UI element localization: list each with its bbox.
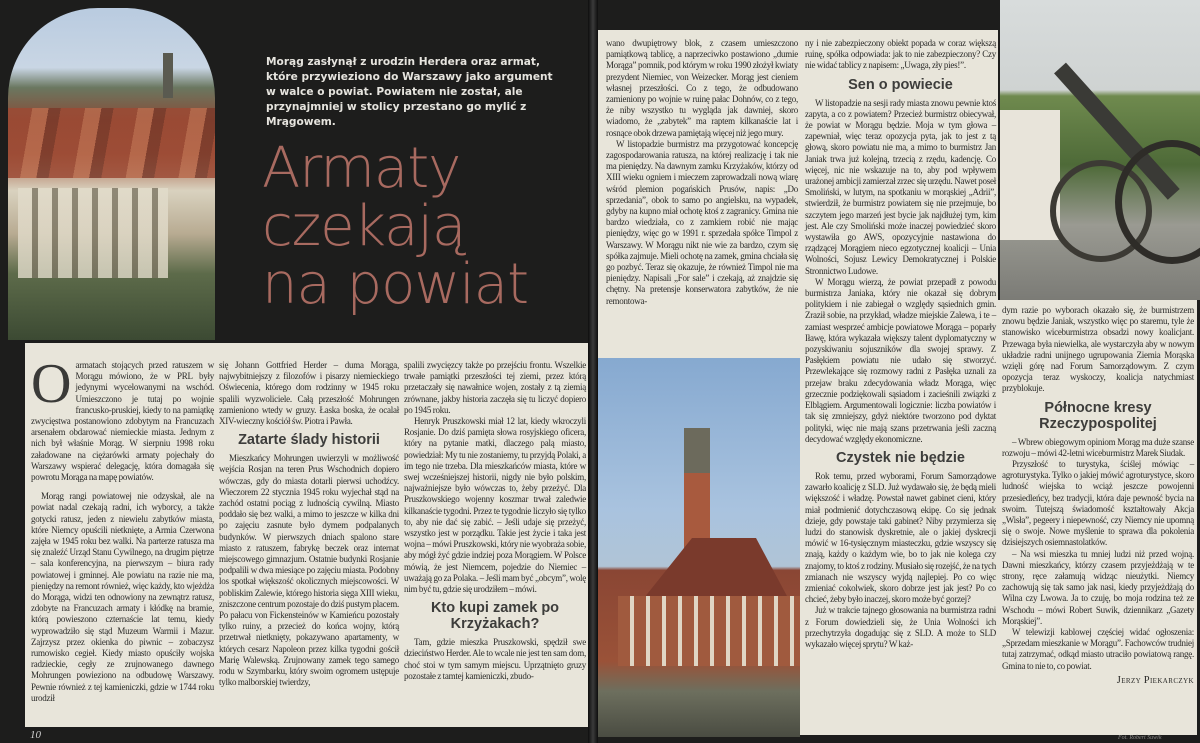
- title-line: czekają: [262, 194, 466, 259]
- paragraph: Przyszłość to turystyka, ściślej mówiąc – agroturystyka. Tylko o jakiej mówić agroturystyce, skoro ludność wiejska to wciąż jeszcze powojenni przesiedleńcy, bez tradycji, która daje pewność bycia na swoim. Tutejszą świadomość kształtowały Akcja „Wisła”, pegeery i niepewność, czy Niemcy nie upomną się o swoje. Nowe myślenie to sprawa dla pokolenia dzisiejszych osiemnastolatków.: [1002, 459, 1194, 548]
- title-line: Armaty: [262, 136, 461, 201]
- paragraph: Henryk Pruszkowski miał 12 lat, kiedy wkroczyli Rosjanie. Do dziś pamięta słowa rosyjskiego oficera, który na pytanie matki, dlaczego palą miasto, powiedział: My tu nie zostaniemy, tu przyjdą Polaki, a im tego nie trzeba. Dla mieszkańców miasta, które w swej wcześniejszej historii, nigdy nie było polskim, najważniejsze było wówczas to, żeby przeżyć. Dla Pruszkowskiego wojenny koszmar trwał zaledwie kilkanaście tygodni. Przez te tygodnie liczyło się tylko to, aby nie dać się zabić. – Jeśli udaje się przeżyć, wszystko jest w porządku. Takie jest życie i taka jest wojna – mówi Pruszkowski, który nie wyobraża sobie, aby mógł żyć gdzie indziej poza Morągiem. W Polsce mówią, że jest Niemcem, pojedzie do Niemiec – uważają go za Polaka. – Jeśli mam być „obcym”, wolę nim być tu, gdzie się urodziłem – mówi.: [404, 416, 586, 595]
- title-line: na powiat: [262, 252, 529, 317]
- paragraph: W listopadzie na sesji rady miasta znowu pewnie ktoś zapyta, a co z powiatem? Przecież burmistrz obiecywał, że powiat w Morągu będzie. Moja w tym głowa – zapewniał, więc teraz opozycja pyta, jak to jest z tą głową, skoro powiatu nie ma, a mimo to burmistrz Jan Janiak trwa już kolejną, trzecią z rzędu, kadencję. Co więcej, nic nie wskazuje na to, aby pod wpływem urażonej ambicji zamierzał zrzec się urzędu. Nawet poseł Smoliński, w lutym, na spotkaniu w morąskiej „Adrii”, stwierdził, że burmistrz powiatem się nie przejmuje, bo szczytem jego marzeń jest bycie jak najdłużej tym, kim jest. Ale czy Smoliński może inaczej powiedzieć skoro wystawiła go AWS, opozycyjnie nastawiona do rządzącej Morągiem nieco egzotycznej koalicji – Unia Wolności, Sojusz Lewicy Demokratycznej i Polskie Stronnictwo Ludowe.: [805, 97, 996, 276]
- page-number: 10: [30, 729, 41, 741]
- paragraph: – Wbrew obiegowym opiniom Morąg ma duże szanse rozwoju – mówi 42-letni wiceburmistrz Marek Siudak.: [1002, 436, 1194, 458]
- paragraph: Mieszkańcy Mohrungen uwierzyli w możliwość wejścia Rosjan na teren Prus Wschodnich dopiero wówczas, gdy do miasta dotarli pierwsi uchodźcy. Wieczorem 22 stycznia 1945 roku wyjechał stąd na zachód ostatni pociąg z ludnością cywilną. Miasto poddało się bez walki, a mimo to jeszcze w kilka dni po zajęciu zasnute było dymem podpalanych budynków. W pierwszych dniach spalono stare miasto z ratuszem, fabrykę beczek oraz internat miejscowego gimnazjum. Ostatnie budynki Rosjanie podpalili w dwa miesiące po zajęciu miasta. Podobny los spotkał większość okolicznych miejscowości. W pobliskim Zalewie, którego historia sięga XIII wieku, zniszczone centrum pozostaje do dziś pustym placem. Po pałacu von Fickensteinów w Kamieńcu pozostały tylko ruiny, a przecież do końca wojny, którą przetrwał nietknięty, pokazywano apartamenty, w których cesarz Napoleon przez kilka tygodni gościł Marię Walewską. Zrujnowany zamek tego samego rodu w Szymbarku, który swoim ogromem ustępuje tylko malborskiej twierdzy,: [219, 453, 399, 688]
- paragraph: spalili zwycięzcy także po przejściu frontu. Wszelkie trwałe pamiątki przeszłości tej ziemi, przez którą przetaczały się nawałnice wojen, zostały z tą ziemią zrównane, jakby historia zaczęła się tu liczyć dopiero po 1945 roku.: [404, 360, 586, 415]
- section-heading: Czystek nie będzie: [836, 449, 965, 466]
- right-column-2: [805, 38, 996, 650]
- section-heading: Zatarte ślady historii: [238, 432, 380, 449]
- paragraph: Rok temu, przed wyborami, Forum Samorządowe zawarło koalicję z SLD. Już wydawało się, że będą mieli większość i władzę. Powstał nawet gabinet cieni, który miał podmienić dotychczasową ekipę. Co się jednak dzieje, gdy powstaje taki gabinet? Niby przymierza się ludzi do stanowisk dyskretnie, ale o jakiej dyskrecji mówić w 16-tysięcznym miasteczku, gdzie wszyscy się znają, każdy o każdym wie, bo to jak nie kolega czy znajomy, to ktoś z rodziny. Musiało się rozejść, że na tych zmianach nie wszyscy wyjdą najlepiej. Po co więc zmieniać cokolwiek, skoro dobrze jest jak jest? Po co chcieć, żeby było inaczej, skoro może być gorzej?: [805, 470, 996, 605]
- paragraph: ny i nie zabezpieczony obiekt popada w coraz większą ruinę, spółka odpowiada: jak to nie zabezpieczony? Czy nie widać tablicy z napisem: „Uwaga, zły pies!”.: [805, 38, 996, 71]
- paragraph: W Morągu wierzą, że powiat przepadł z powodu burmistrza Janiaka, który nie okazał się dobrym politykiem i nie zabiegał o względy sąsiednich gmin. Zraził sobie, na przykład, władze miejskie Zalewa, i te – zamiast wesprzeć ambicje powiatowe Morąga – poparły Iławę, która wykazała większy talent dyplomatyczny w pozyskiwaniu sojuszników dla swojej sprawy. Z Pasłękiem powiatu nie udało się stworzyć. Przewlekające się rozmowy radni z Pasłęka uznali za przejaw braku zdecydowania władz Morąga, więc grzecznie podziękowali sąsiadom i zacieśnili związki z Elblągiem. Argumentowali logicznie: liczba powiatów i tak się zmniejszy, gdyż niektóre tworzono pod dyktat polityki, więc nie mają szans przetrwania jeśli zaczną decydować względy ekonomiczne.: [805, 276, 996, 444]
- paragraph: armatach stojących przed ratuszem w Morągu mówiono, że w PRL były jedynymi wycelowanymi na wschód. Umieszczono je tutaj po wojnie francusko-pruskiej, kiedy to na pamiątkę zwycięstwa postanowiono zdobytym na Francuzach arsenałem obdarować niemieckie miasta. Jednym z nich był właśnie Morąg. W sierpniu 1998 roku załadowane na ciężarówki armaty pojechały do Warszawy wspierać delegację, która domagała się powrotu Morąga na mapę powiatów.: [31, 360, 214, 483]
- article-title: [262, 136, 529, 317]
- section-heading: Północne kresy Rzeczypospolitej: [1039, 399, 1157, 432]
- paragraph: W listopadzie burmistrz ma przygotować koncepcję zagospodarowania ratusza, na której realizację i tak nie ma pieniędzy. Na dawnym zamku Krzyżaków, którzy od XIII wieku ogniem i mieczem zaprowadzali nową wiarę wśród plemion pogańskich Prusów, napis: „Do sprzedania”, obok to samo po angielsku, na wypadek, gdyby na kupno miał ochotę ktoś z zagranicy. Gmina nie bardzo wiedziała, co z zamkiem robić nie mając pieniędzy, więc go w 1991 r. sprzedała spółce Timpol z Warszawy. W Morągu nikt nie wie za bardzo, czym się spółka zajmuje. Mieli ochotę na zamek, gmina chciała się go pozbyć. Teraz się okazuje, że również Timpol nie ma pieniędzy. Napisali „For sale” i czekają, aż znajdzie się chętny. Na pretensje konserwatora zabytków, że nie remontowa-: [606, 138, 798, 306]
- drop-cap: O: [31, 353, 72, 415]
- paragraph: Już w trakcie tajnego głosowania na burmistrza radni z Forum dowiedzieli się, że Unia Wolności ich przechytrzyła dogadując się z SLD. A może to SLD wykazało więcej sprytu? W każ-: [805, 605, 996, 649]
- section-heading: Kto kupi zamek po Krzyżakach?: [430, 600, 560, 633]
- paragraph: Morąg rangi powiatowej nie odzyskał, ale na powiat nadal czekają radni, ich wyborcy, a także gotycki ratusz, jeden z niewielu zabytków miasta, które Niemcy opuścili nietknięte, a Armia Czerwona zajęła w 1945 roku bez walki. Na parterze ratusza ma się znaleźć Urząd Stanu Cywilnego, na drugim piętrze – sala konferencyjna, na pierwszym – biura rady powiatowej i gminnej. Ale powiatu na razie nie ma, pieniędzy na remont również, więc każdy, kto wjeżdża do Morąga, widzi ten odnowiony na zewnątrz ratusz, zdobyte na Francuzach armaty i kłódkę na bramie, którą powieszono czternaście lat temu, kiedy wyprowadziło się stąd Muzeum Warmii i Mazur. Zajrzysz przez okienka do piwnic – zobaczysz rumowisko cegieł. Kiedy miasto opuściły wojska radzieckie, cegły ze zrujnowanego dawnego Mohrungen powieziono na odbudowę Warszawy. Pewnie również z tej kamieniczki, gdzie w 1744 roku urodził: [31, 491, 214, 703]
- town-rooftops-photo: [8, 8, 215, 340]
- photo-credit: Fot. Robert Suwik: [1118, 735, 1162, 741]
- cannon-photo: [1000, 0, 1200, 300]
- paragraph: – Na wsi mieszka tu mniej ludzi niż przed wojną. Dawni mieszkańcy, którzy czasem przyjeżdżają w te strony, ręce załamują widząc nieużytki. Niemcy zachowują się tak samo jak nasi, kiedy przyjeżdżają do Wilna czy Lwowa. Ja to czuję, bo moja rodzina też ze Wschodu – mówi Robert Suwik, dziennikarz „Gazety Morąskiej”.: [1002, 548, 1194, 626]
- paragraph: W telewizji kablowej częściej widać ogłoszenia: „Sprzedam mieszkanie w Morągu”. Fachowców trudniej tutaj zatrzymać, odkąd miasto utraciło powiatową rangę. Gmina to nie to, co powiat.: [1002, 627, 1194, 671]
- town-hall-roof: [628, 538, 788, 598]
- paragraph: Tam, gdzie mieszka Pruszkowski, spędził swe dzieciństwo Herder. Ale to wcale nie jest ten sam dom, choć stoi w tym samym miejscu. Uprzątnięto gruzy pozostałe z tamtej kamieniczki, zbudo-: [404, 637, 586, 681]
- right-column-3: [1002, 305, 1194, 687]
- section-heading: Sen o powiecie: [848, 76, 953, 93]
- church-tower: [163, 53, 173, 98]
- author-byline: Jerzy Piekarczyk: [1116, 674, 1194, 686]
- roofs: [8, 108, 215, 178]
- town-hall-facade: [618, 596, 800, 666]
- left-column-1: [31, 353, 214, 704]
- left-column-2: [219, 360, 399, 688]
- facade: [18, 188, 168, 278]
- right-column-1: [606, 38, 798, 307]
- town-hall-photo: [598, 358, 800, 737]
- article-lead: Morąg zasłynął z urodzin Herdera oraz armat, które przywieziono do Warszawy jako argument w walce o powiat. Powiatem nie został, ale przynajmniej w stolicy przestano go mylić z Mrągowem.: [266, 56, 553, 128]
- paragraph: wano dwupiętrowy blok, z czasem umieszczono pamiątkową tablicę, a naprzeciwko postawiono „dumie Morąga” pomnik, pod którym w roku 1990 złożył kwiaty prezydent Niemiec, von Weizecker. Morąg jest cieniem własnej przeszłości. Co z tego, że odbudowano zamieniony po wojnie w ruinę pałac Dohnów, co z tego, że niby wszystko tu wygląda jak dawniej, skoro wiadomo, że „zabytek” ma raptem kilkanaście lat i rosnące obok drzewa pamiętają więcej niż jego mury.: [606, 38, 798, 138]
- paragraph: dym razie po wyborach okazało się, że burmistrzem znowu będzie Janiak, wszystko więc po staremu, tyle że stanowisko wiceburmistrza obsadzi nowy koalicjant. Przewaga była niewielka, ale wystarczyła aby w nowym układzie radni unijnego ugrupowania Ziemia Morąska wzięli górę nad Forum Samorządowym. Z czym opozycja teraz wyskoczy, koalicja natychmiast przyblokuje.: [1002, 305, 1194, 394]
- spine-gutter: [588, 0, 598, 743]
- left-column-3: [404, 360, 586, 682]
- paragraph: się Johann Gottfried Herder – duma Morąga, najwybitniejszy z filozofów i pisarzy niemieckiego Oświecenia, którego dom rodzinny w 1945 roku spalili wyzwoliciele. Całą przeszłość Mohrungen zamieniono wtedy w gruzy. Łaska boska, że ocalał XIV-wieczny kościół św. Piotra i Pawła.: [219, 360, 399, 427]
